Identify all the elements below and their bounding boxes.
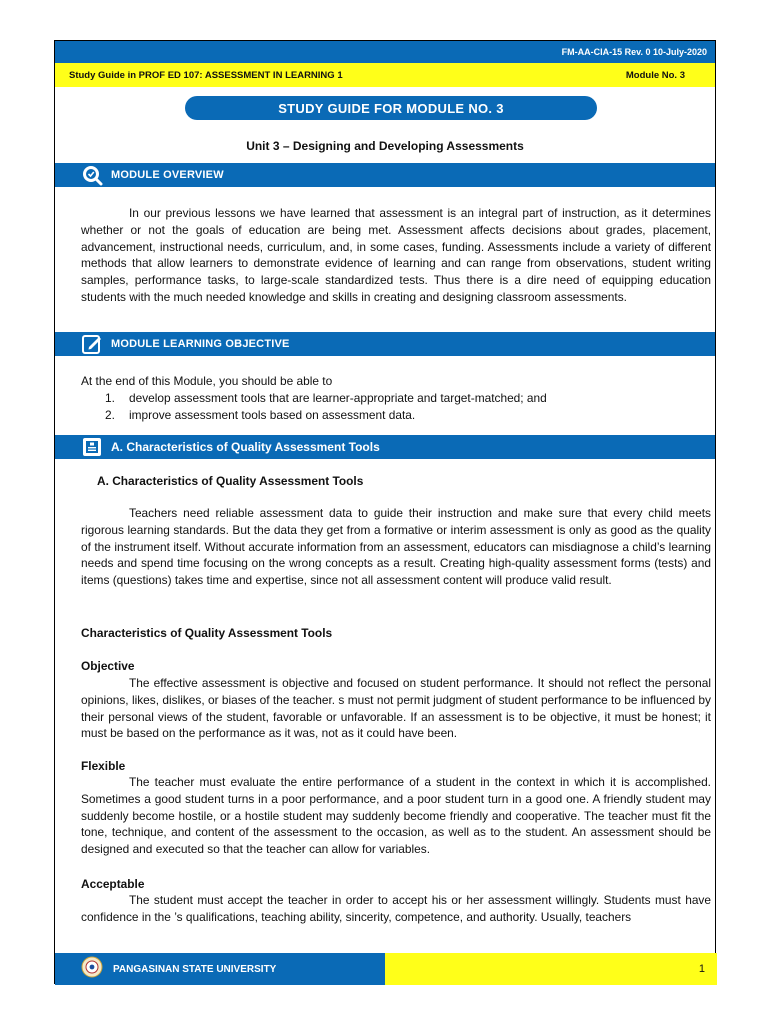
flexible-title: Flexible (81, 759, 126, 773)
list-heading: Characteristics of Quality Assessment Tools (81, 626, 333, 640)
objective-intro: At the end of this Module, you should be able to (81, 374, 333, 388)
objective-block (81, 373, 711, 423)
acceptable-text: The student must accept the teacher in order to accept his or her assessment willingly. Students must have confidence in the ’s qualifications, teaching ability, sincerity, competence, and authority. Usually, teachers (81, 893, 711, 924)
section-label: A. Characteristics of Quality Assessment Tools (111, 440, 380, 454)
university-name: PANGASINAN STATE UNIVERSITY (113, 963, 277, 975)
section-characteristics (55, 435, 715, 459)
list-item: 2. improve assessment tools based on assessment data. (105, 407, 416, 422)
footer-university-bar (55, 953, 385, 985)
section-module-overview (55, 163, 715, 187)
edit-note-icon (81, 333, 103, 355)
objective-title: Objective (81, 659, 135, 673)
list-item: 1. develop assessment tools that are learner-appropriate and target-matched; and (105, 390, 547, 405)
page-title (185, 96, 597, 120)
module-number: Module No. 3 (625, 69, 685, 81)
unit-title: Unit 3 – Designing and Developing Assessments (246, 139, 524, 153)
objective-list (81, 390, 711, 424)
objective-text: The effective assessment is objective and focused on student performance. It should not reflect the personal opinions, likes, dislikes, or biases of the teacher. s must not permit judgment of student performance to be influenced by their personal views of the student, favorable or unfavorable. If an assessment is to be objective, it must be honest; it must be based on the performance as it was, not as it could have been. (81, 676, 711, 741)
acceptable-title: Acceptable (81, 877, 145, 891)
magnifier-icon (81, 164, 103, 186)
document-page (54, 40, 716, 984)
overview-paragraph: In our previous lessons we have learned that assessment is an integral part of instruction, as it determines whether or not the goals of education are being met. Assessment affects decisions about grades, placement, advancement, instructional needs, curriculum, and, in some cases, funding. Assessments include a variety of different methods that allow learners to demonstrate evidence of learning and can range from observations, student writing samples, performance tasks, to large-scale standardized tests. Thus there is a dire need of equipping education students with the much needed knowledge and skills in creating and designing classroom assessments. (81, 206, 711, 304)
university-seal-icon (81, 956, 103, 983)
subheading: A. Characteristics of Quality Assessment Tools (97, 474, 364, 488)
course-bar (55, 63, 715, 87)
flexible-text: The teacher must evaluate the entire performance of a student in the context in which it is accomplished. Sometimes a good student turns in a poor performance, and a poor student turn in a good one. A friendly student may suddenly become hostile, or a hostile student may suddenly become friendly and cooperative. The teacher must fit the tone, technique, and content of the assessment to the occasion, as well as to the student. An assessment should be designed and executed so that the teacher can allow for variables. (81, 775, 711, 857)
footer-page-bar (385, 953, 717, 985)
section-learning-objective (55, 332, 715, 356)
course-title: Study Guide in PROF ED 107: ASSESSMENT IN LEARNING 1 (69, 69, 343, 81)
doc-code: FM-AA-CIA-15 Rev. 0 10-July-2020 (561, 47, 707, 57)
page-title-text: STUDY GUIDE FOR MODULE NO. 3 (278, 100, 504, 116)
characteristics-intro: Teachers need reliable assessment data to guide their instruction and make sure that every child meets rigorous learning standards. But the data they get from a formative or interim assessment is only as good as the quality of the instrument itself. Without accurate information from an assessment, educators can misdiagnose a child’s learning needs and spend time focusing on the wrong concepts as a result. Creating high-quality assessment forms (tests) and items (questions) takes time and expertise, since not all assessment content will produce valid result. (81, 506, 711, 588)
section-label: MODULE OVERVIEW (111, 169, 224, 181)
section-label: MODULE LEARNING OBJECTIVE (111, 338, 290, 350)
document-list-icon (81, 436, 103, 458)
page-number: 1 (698, 963, 705, 975)
doc-code-bar (55, 41, 715, 63)
